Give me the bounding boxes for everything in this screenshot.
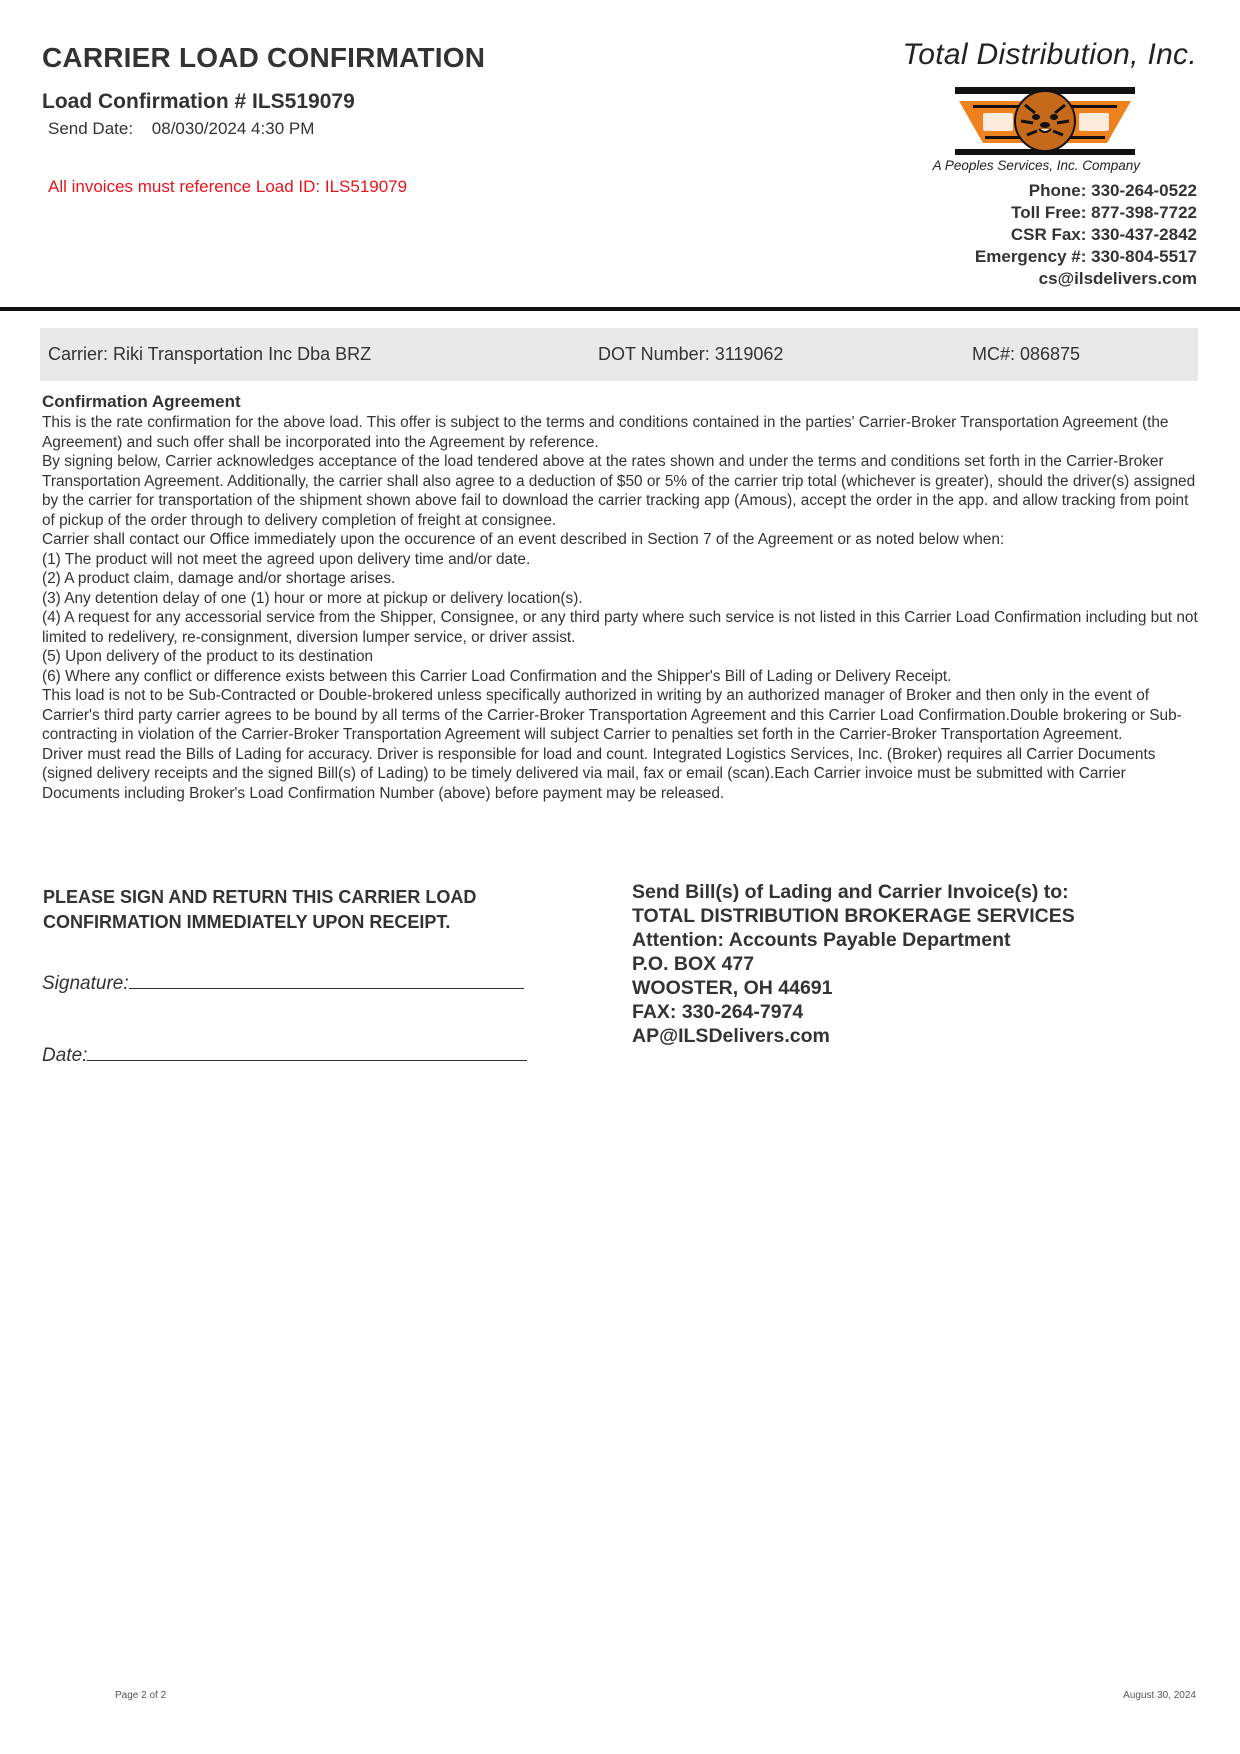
dot-number: DOT Number: 3119062 (598, 344, 784, 364)
date-line[interactable] (87, 1042, 527, 1061)
csr-fax: CSR Fax: 330-437-2842 (1010, 225, 1197, 244)
agreement-title: Confirmation Agreement (42, 392, 241, 411)
remit-city: WOOSTER, OH 44691 (632, 977, 833, 999)
remit-attention: Attention: Accounts Payable Department (632, 929, 1011, 951)
agreement-condition: (2) A product claim, damage and/or shortage arises. (42, 570, 396, 587)
phone: Phone: 330-264-0522 (1028, 181, 1197, 200)
date-field[interactable] (42, 1042, 527, 1067)
agreement-condition: (6) Where any conflict or difference exists between this Carrier Load Confirmation and the Shipper's Bill of Lading or Delivery Receipt. (42, 667, 952, 685)
agreement-condition: (1) The product will not meet the agreed upon delivery time and/or date. (42, 550, 531, 568)
signature-label: Signature: (42, 973, 129, 994)
remit-heading: Send Bill(s) of Lading and Carrier Invoice(s) to: (632, 881, 1069, 903)
agreement-paragraph: This is the rate confirmation for the above load. This offer is subject to the terms and conditions contained in the parties' Carrier-Broker Transportation Agreement (the Agreement) and such offer shall be incorporated into the Agreement by reference. (42, 414, 1169, 451)
agreement-paragraph: This load is not to be Sub-Contracted or Double-brokered unless specifically authorized in writing by an authorized manager of Broker and then only in the event of Carrier's third party carrier agrees to be bound by all terms of the Carrier-Broker Transportation Agreement and this Carrier Load Confirmation.Double brokering or Sub-contracting in violation of the Carrier-Broker Transportation Agreement will subject Carrier to penalties set forth in the Carrier-Broker Transportation Agreement. (42, 687, 1182, 743)
remit-fax: FAX: 330-264-7974 (632, 1001, 804, 1023)
send-date-value: 08/030/2024 4:30 PM (151, 119, 315, 138)
signature-line[interactable] (129, 970, 524, 989)
company-logo (900, 38, 1200, 178)
sign-return-heading (43, 885, 563, 935)
agreement-paragraph: Driver must read the Bills of Lading for accuracy. Driver is responsible for load and count. Integrated Logistics Services, Inc. (Broker) requires all Carrier Documents (signed delivery receipts and the signed Bill(s) of Lading) to be timely delivered via mail, fax or email (scan).Each Carrier invoice must be submitted with Carrier Documents including Broker's Load Confirmation Number (above) before payment may be released. (42, 745, 1156, 802)
agreement-paragraph: Carrier shall contact our Office immediately upon the occurence of an event described in Section 7 of the Agreement or as noted below when: (42, 531, 1005, 548)
mc-number: MC#: 086875 (972, 344, 1081, 364)
page-number: Page 2 of 2 (115, 1690, 167, 1701)
carrier-info-bar (40, 328, 1198, 381)
invoice-reference-note: All invoices must reference Load ID: ILS519079 (48, 177, 408, 196)
header-divider (0, 307, 1240, 311)
contact-email: cs@ilsdelivers.com (1038, 269, 1197, 288)
agreement-condition: (5) Upon delivery of the product to its destination (42, 648, 374, 665)
sign-heading-line: PLEASE SIGN AND RETURN THIS CARRIER LOAD (43, 887, 477, 907)
agreement-condition: (3) Any detention delay of one (1) hour or more at pickup or delivery location(s). (42, 589, 583, 607)
tiger-truck-logo-icon (955, 83, 1135, 161)
send-date (48, 119, 314, 139)
date-label: Date: (42, 1045, 88, 1066)
load-confirmation-number: Load Confirmation # ILS519079 (42, 90, 355, 113)
footer-date: August 30, 2024 (1123, 1690, 1196, 1701)
carrier-name: Carrier: Riki Transportation Inc Dba BRZ (48, 344, 372, 364)
page-title: CARRIER LOAD CONFIRMATION (42, 42, 486, 73)
agreement-body (42, 413, 1202, 803)
sign-heading-line: CONFIRMATION IMMEDIATELY UPON RECEIPT. (43, 912, 451, 932)
company-tagline: A Peoples Services, Inc. Company (932, 158, 1140, 173)
remit-company: TOTAL DISTRIBUTION BROKERAGE SERVICES (632, 905, 1075, 927)
contact-block (975, 180, 1197, 290)
send-date-label: Send Date: (48, 119, 134, 138)
remit-email: AP@ILSDelivers.com (632, 1025, 830, 1047)
agreement-paragraph: By signing below, Carrier acknowledges acceptance of the load tendered above at the rates shown and under the terms and conditions set forth in the Carrier-Broker Transportation Agreement. Additionally, the carrier shall also agree to a deduction of $50 or 5% of the carrier trip total (whichever is greater), should the driver(s) assigned by the carrier for transportation of the shipment shown above fail to download the carrier tracking app (Amous), accept the order in the app. and allow tracking from point of pickup of the order through to delivery completion of freight at consignee. (42, 453, 1196, 529)
toll-free: Toll Free: 877-398-7722 (1011, 203, 1197, 222)
emergency-number: Emergency #: 330-804-5517 (974, 247, 1197, 266)
agreement-condition: (4) A request for any accessorial service from the Shipper, Consignee, or any third party where such service is not listed in this Carrier Load Confirmation including but not limited to redelivery, re-consignment, diversion lumper service, or driver assist. (42, 609, 1198, 646)
remit-to-block (632, 880, 1075, 1048)
remit-po-box: P.O. BOX 477 (632, 953, 755, 975)
signature-field[interactable] (42, 970, 524, 995)
company-name: Total Distribution, Inc. (902, 38, 1197, 71)
